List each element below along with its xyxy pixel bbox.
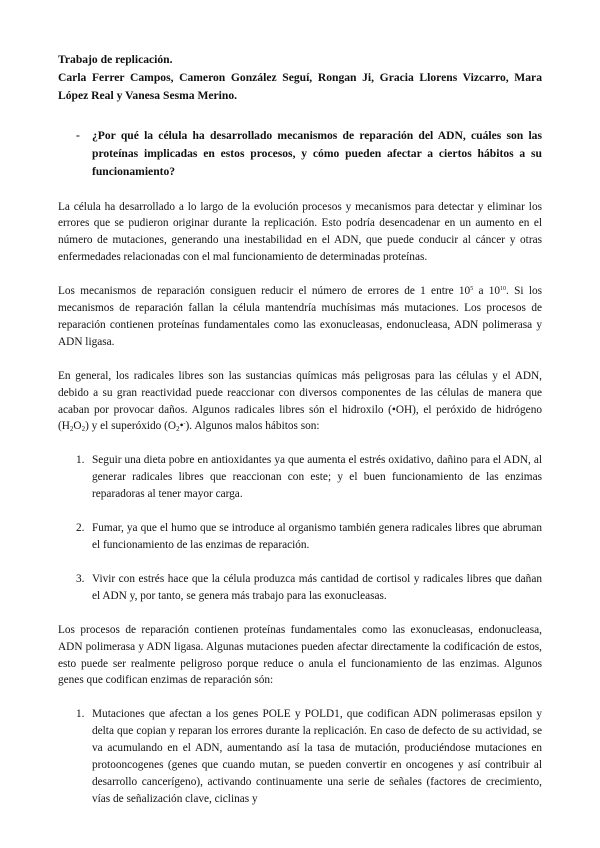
paragraph-intro: La célula ha desarrollado a lo largo de la evolución procesos y mecanismos para detectar y eliminar los errores que se pudieron originar durante la replicación. Esto podría desencadenar en un aumento en el número de mutaciones, generando una inestabilidad en el ADN, que puede conducir al cáncer y otras enfermedades relacionadas con el mal funcionamiento de determinadas proteínas. xyxy=(58,200,542,264)
list-item-text: Vivir con estrés hace que la célula produzca más cantidad de cortisol y radicales libres que dañan el ADN y, por tanto, se genera más trabajo para las exonucleasas. xyxy=(92,572,542,602)
question-bullet: - xyxy=(76,128,80,142)
paragraph-free-radicals: En general, los radicales libres son las sustancias químicas más peligrosas para las células y el ADN, debido a su gran reactividad puede reaccionar con diversos componentes de las células de manera que acaban por provocar daños. Algunos radicales libres són el hidroxilo (•OH), el peróxido de hidrógeno $(H_2O_2)$ y el superóxido $(O_2•^-)$. Algunos malos hábitos son: xyxy=(58,369,542,434)
list-item-text: Seguir una dieta pobre en antioxidantes ya que aumenta el estrés oxidativo, dañino para el ADN, al generar radicales libres que reaccionan con este; y el buen funcionamiento de las enzimas reparadoras al tener mayor carga. xyxy=(92,454,542,501)
exponent-5: 5 xyxy=(470,286,474,293)
bad-habits-list xyxy=(58,452,542,604)
repair-genes-list xyxy=(58,706,542,807)
exponent-10: 10 xyxy=(500,286,507,293)
paragraph-repair-mechanisms: Los mecanismos de reparación consiguen reducir el número de errores de 1 entre $10^5$ a $10^{10}$. Si los mecanismos de reparación fallan la célula mantendría muchísimas más mutaciones. Los procesos de reparación contienen proteínas fundamentales como las exonucleasas, endonucleasa, ADN polimerasa y ADN ligasa. xyxy=(58,285,543,348)
list-item xyxy=(58,452,542,503)
question-text: ¿Por qué la célula ha desarrollado mecanismos de reparación del ADN, cuáles son las proteínas implicadas en estos procesos, y cómo pueden afectar a ciertos hábitos a su funcionamiento? xyxy=(92,128,542,178)
list-number: 1. xyxy=(76,708,85,721)
list-item xyxy=(58,706,542,807)
list-item-text: Mutaciones que afectan a los genes POLE y POLD1, que codifican ADN polimerasas epsilon y delta que copian y reparan los errores durante la replicación. En caso de defecto de su actividad, se va acumulando en el ADN, aumentando así la tasa de mutación, produciéndose mutaciones en protooncogenes (genes que cuando mutan, se pueden convertir en oncogenes y así contribuir al desarrollo cancerígeno), activando continuamente una serie de señales (factores de crecimiento, vías de señalización clave, ciclinas y xyxy=(92,708,542,805)
list-item xyxy=(58,520,542,554)
paragraph-repair-proteins: Los procesos de reparación contienen proteínas fundamentales como las exonucleasas, endonucleasa, ADN polimerasa y ADN ligasa. Algunas mutaciones pueden afectar directamente la codificación de estos, esto puede ser realmente peligroso porque reduce o anula el funcionamiento de las enzimas. Algunos genes que codifican enzimas de reparación són: xyxy=(58,623,542,687)
document-page xyxy=(58,52,542,808)
list-number: 3. xyxy=(76,572,85,585)
document-title: Trabajo de replicación. xyxy=(58,53,173,66)
author-list: Carla Ferrer Campos, Cameron González Seguí, Rongan Ji, Gracia Llorens Vizcarro, Mara López Real y Vanesa Sesma Merino. xyxy=(58,70,542,102)
list-number: 1. xyxy=(76,454,85,467)
list-item-text: Fumar, ya que el humo que se introduce al organismo también genera radicales libres que abruman el funcionamiento de las enzimas de reparación. xyxy=(92,522,542,551)
research-question xyxy=(58,127,542,181)
list-number: 2. xyxy=(76,522,85,535)
list-item xyxy=(58,571,542,605)
